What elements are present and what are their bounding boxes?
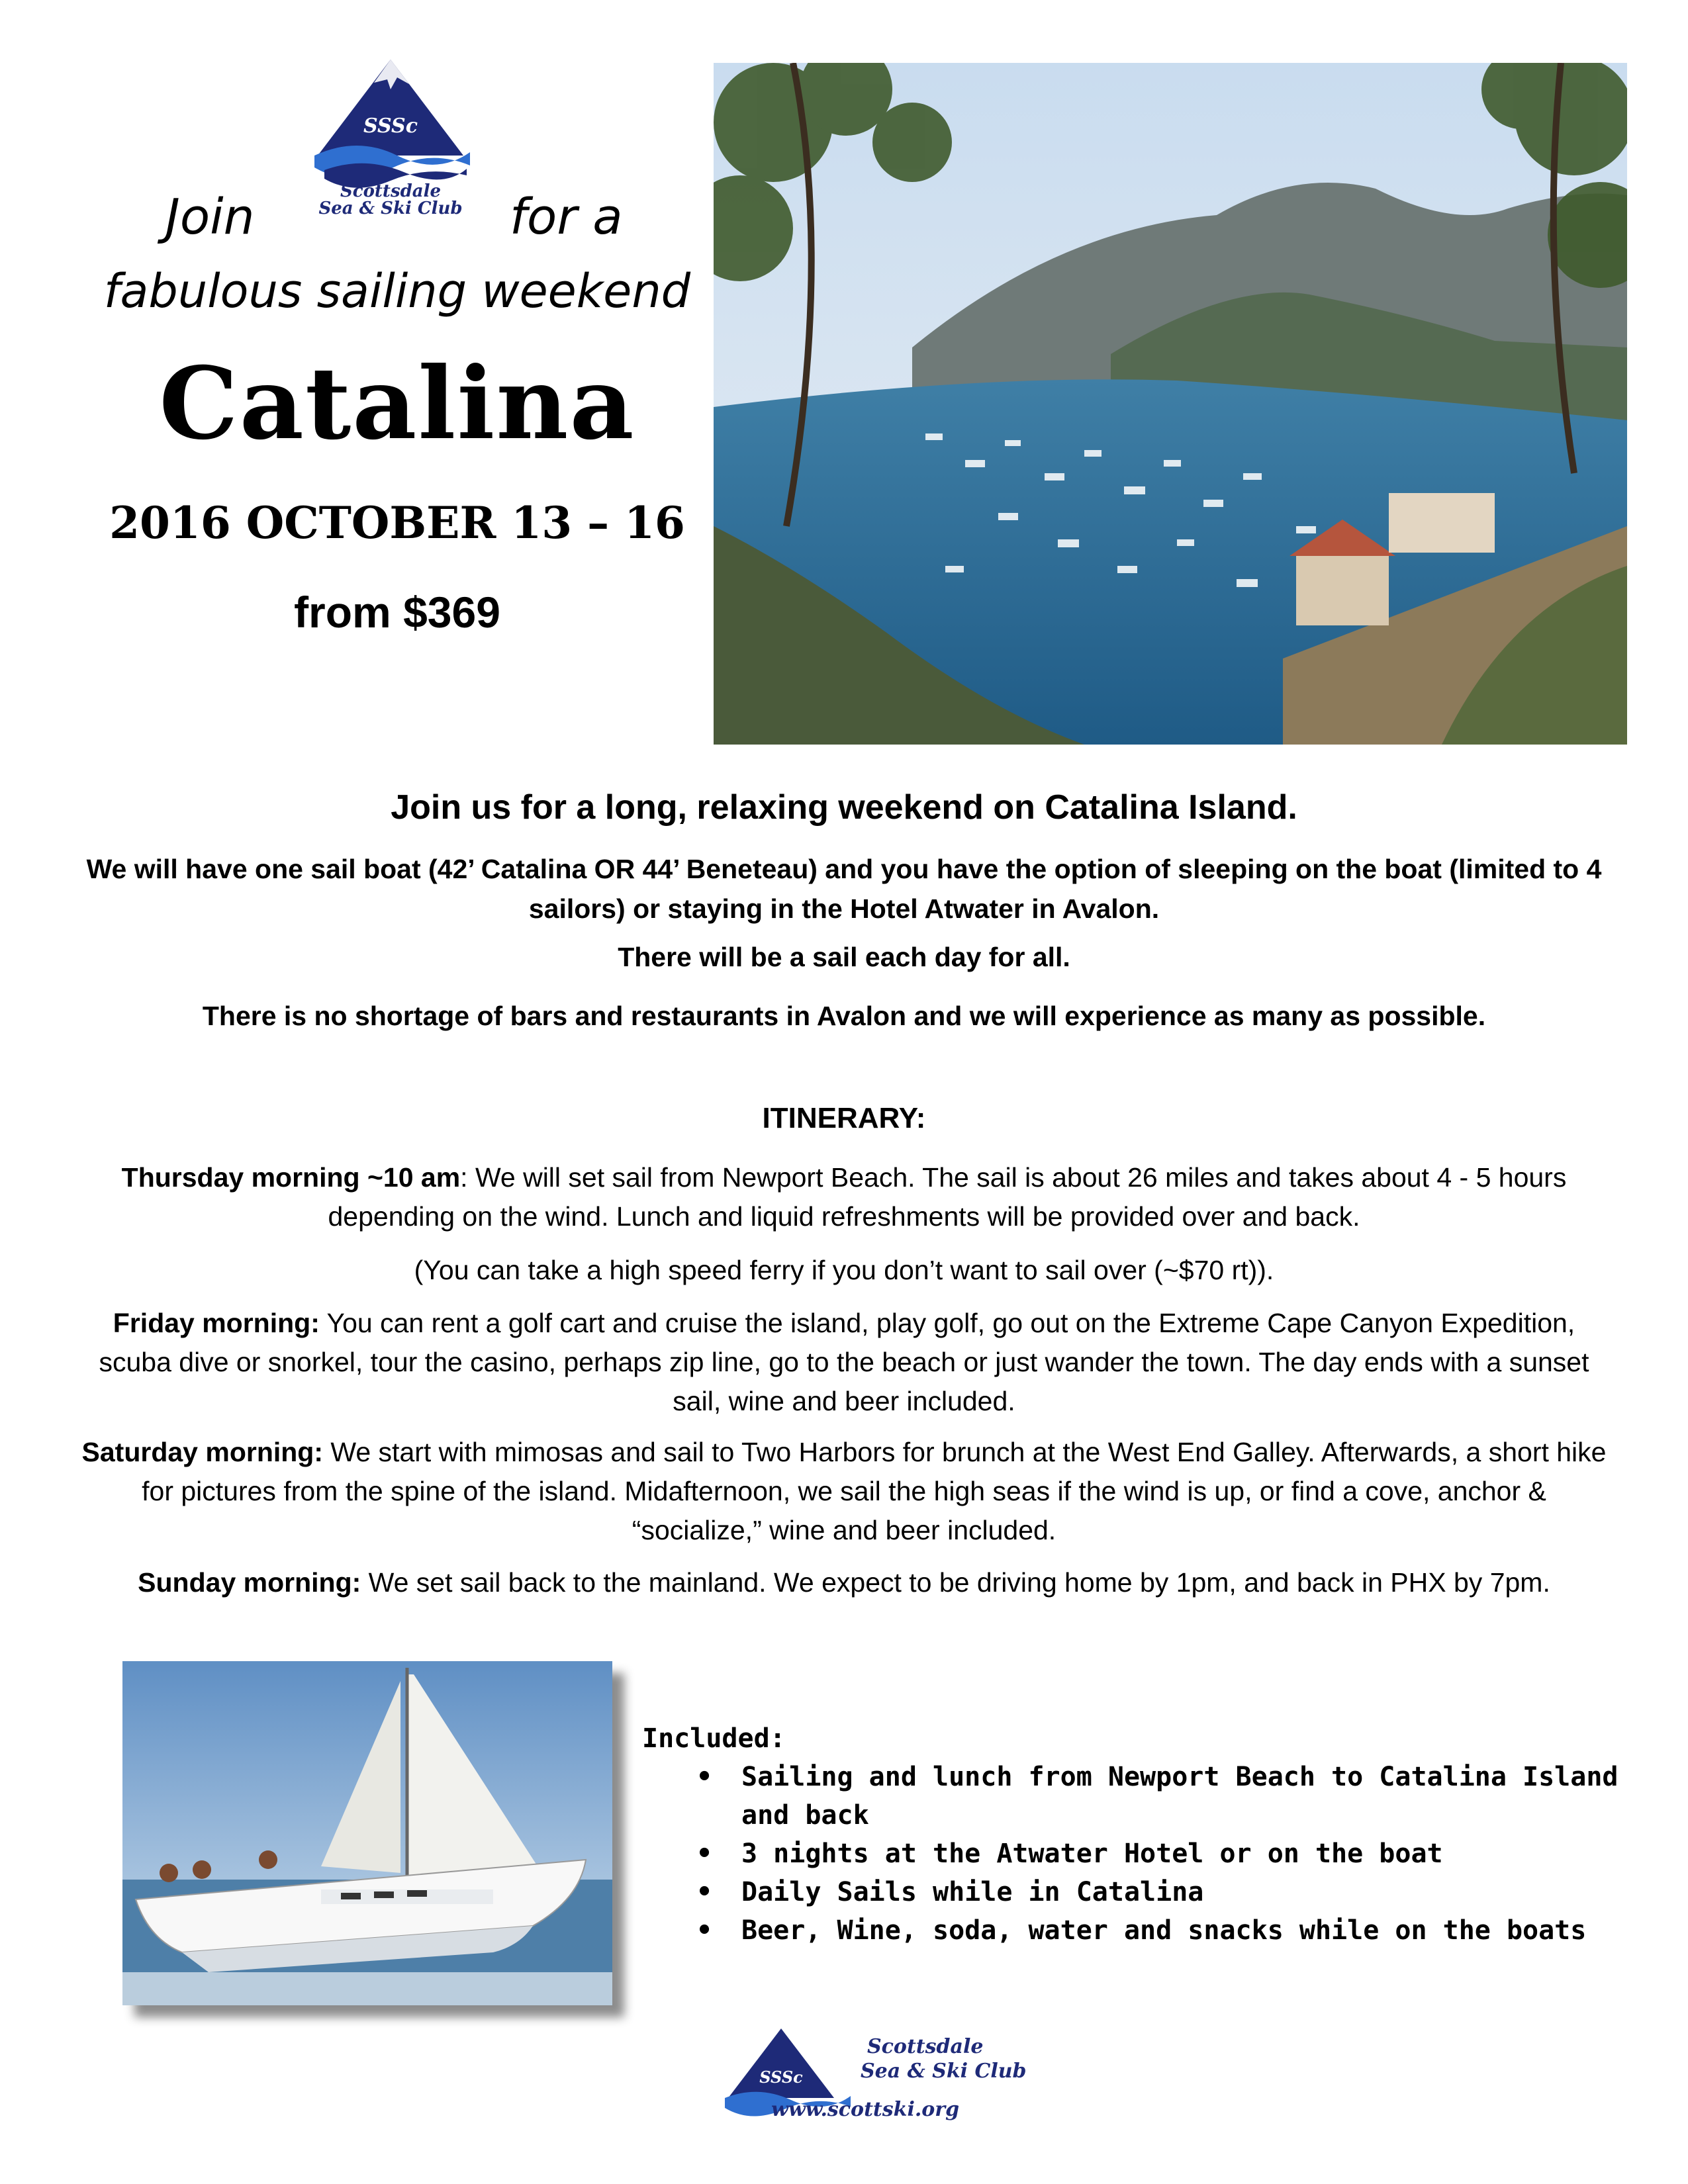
sailboat-photo (122, 1661, 612, 2005)
join-line (106, 182, 702, 255)
list-item: • Sailing and lunch from Newport Beach to Catalina Island and back (642, 1758, 1635, 1835)
page-title: Catalina (159, 345, 635, 462)
included-list (642, 1758, 1635, 1950)
footer-club-name-line2: Sea & Ski Club (861, 2060, 1027, 2083)
bullet-icon: • (696, 1762, 713, 1792)
thursday-text: : We will set sail from Newport Beach. The sail is about 26 miles and takes about 4 - 5 hours depending on the wind. Lunch and liquid refreshments will be provided over and back. (328, 1162, 1567, 1232)
friday-text: You can rent a golf cart and cruise the island, play golf, go out on the Extreme Cape Canyon Expedition, scuba dive or snorkel, tour the casino, perhaps zip line, go to the beach or just wander the town. The day ends with a sunset sail, wine and beer included. (99, 1308, 1589, 1416)
itinerary-friday (79, 1304, 1609, 1421)
avalon-harbor-photo (714, 63, 1627, 745)
join-word: Join (165, 189, 255, 246)
bullet-icon: • (696, 1915, 713, 1946)
sunday-text: We set sail back to the mainland. We expect to be driving home by 1pm, and back in PHX by 7pm. (361, 1567, 1550, 1598)
footer-website-link[interactable]: www.scottski.org (771, 2098, 960, 2121)
logo-initials: SSSc (363, 114, 418, 138)
thursday-label: Thursday morning ~10 am (121, 1162, 461, 1193)
bullet-icon: • (696, 1839, 713, 1869)
itinerary-saturday (79, 1433, 1609, 1550)
itinerary-thursday (79, 1158, 1609, 1236)
event-dates: 2016 OCTOBER 13 – 16 (109, 497, 685, 549)
for-a-word: for a (510, 189, 623, 246)
saturday-label: Saturday morning: (81, 1437, 324, 1467)
footer-club-name-line1: Scottsdale (867, 2035, 984, 2058)
logo-name-line1: Scottsdale (340, 181, 442, 201)
intro-paragraph-boat: We will have one sail boat (42’ Catalina OR 44’ Beneteau) and you have the option of sleeping on the boat (limited to 4 sailors) or staying in the Hotel Atwater in Avalon. (86, 854, 1602, 924)
friday-label: Friday morning: (113, 1308, 320, 1338)
saturday-text: We start with mimosas and sail to Two Harbors for brunch at the West End Galley. Afterwards, a short hike for pictures from the spine of the island. Midafternoon, we sail the high seas if the wind is up, or find a cove, anchor & “socialize,” wine and beer included. (142, 1437, 1607, 1545)
sunday-label: Sunday morning: (138, 1567, 361, 1598)
footer-logo-initials: SSSc (759, 2068, 803, 2087)
intro-heading: Join us for a long, relaxing weekend on Catalina Island. (391, 788, 1297, 827)
logo-name-line2: Sea & Ski Club (318, 199, 463, 215)
intro-paragraph-daily-sail: There will be a sail each day for all. (618, 942, 1070, 972)
itinerary-sunday (79, 1563, 1609, 1602)
list-item: • 3 nights at the Atwater Hotel or on the boat (642, 1835, 1635, 1873)
included-section (642, 1719, 1635, 1950)
mountain-icon (728, 2028, 834, 2098)
included-heading: Included: (642, 1723, 786, 1754)
event-price: from $369 (294, 588, 500, 637)
tagline: fabulous sailing weekend (103, 264, 691, 318)
ferry-note: (You can take a high speed ferry if you don’t want to sail over (~$70 rt)). (414, 1255, 1274, 1285)
intro-paragraph-bars: There is no shortage of bars and restaurants in Avalon and we will experience as many as possible. (202, 1001, 1486, 1031)
list-item: • Daily Sails while in Catalina (642, 1873, 1635, 1911)
itinerary-heading: ITINERARY: (762, 1102, 926, 1134)
bullet-icon: • (696, 1877, 713, 1907)
list-item: • Beer, Wine, soda, water and snacks while on the boats (642, 1911, 1635, 1950)
